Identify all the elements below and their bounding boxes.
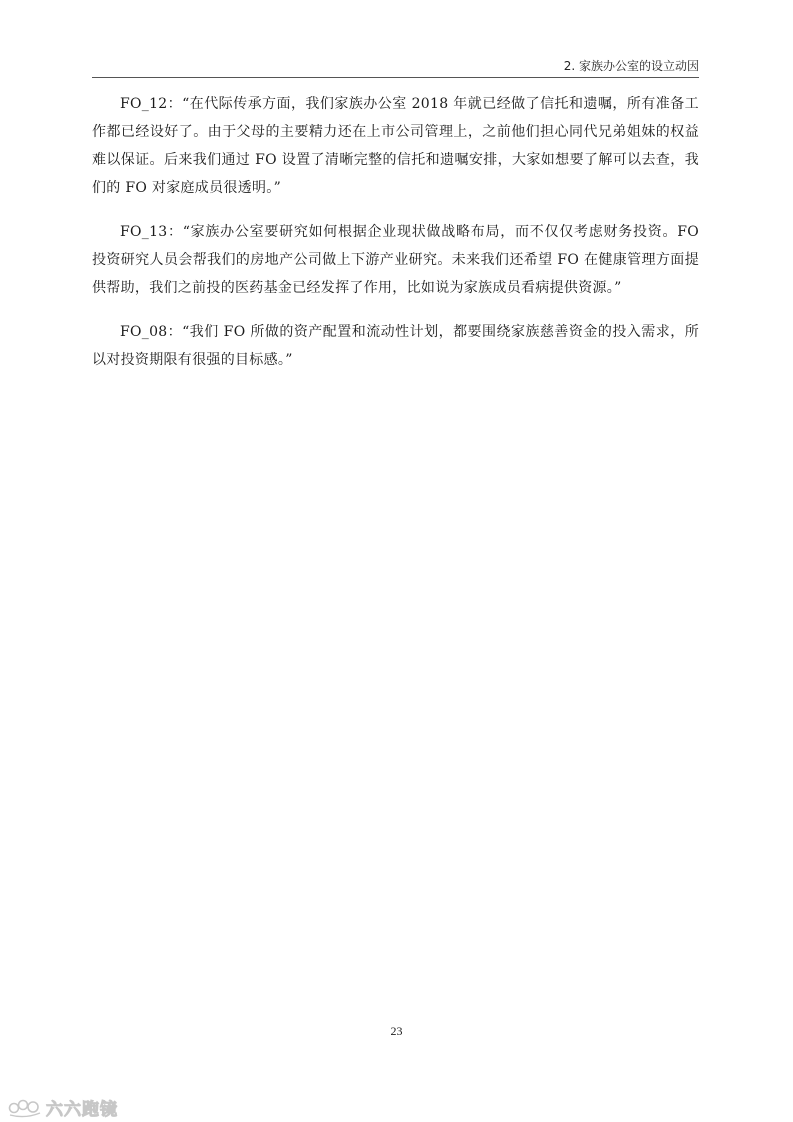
page-number: 23: [390, 1024, 403, 1038]
watermark: [8, 1094, 118, 1120]
running-header: 2. 家族办公室的设立动因: [563, 59, 699, 73]
header-rule: [92, 77, 699, 78]
paragraph-fo-13: FO_13：“家族办公室要研究如何根据企业现状做战略布局，而不仅仅考虑财务投资。FO 投资研究人员会帮我们的房地产公司做上下游产业研究。未来我们还希望 FO 在健康管理方面提供帮助，我们之前投的医药基金已经发挥了作用，比如说为家族成员看病提供资源。”: [92, 224, 699, 296]
watermark-text: 六六跑镜: [46, 1099, 118, 1120]
page-body: [92, 90, 699, 390]
paragraph-fo-12: FO_12：“在代际传承方面，我们家族办公室 2018 年就已经做了信托和遗嘱，所有准备工作都已经设好了。由于父母的主要精力还在上市公司管理上，之前他们担心同代兄弟姐妹的权益难以保证。后来我们通过 FO 设置了清晰完整的信托和遗嘱安排，大家如想要了解可以去查，我们的 FO 对家庭成员很透明。”: [92, 96, 699, 196]
watermark-logo-icon: [8, 1096, 42, 1118]
paragraph-fo-08: FO_08：“我们 FO 所做的资产配置和流动性计划，都要围绕家族慈善资金的投入需求，所以对投资期限有很强的目标感。”: [92, 324, 699, 368]
